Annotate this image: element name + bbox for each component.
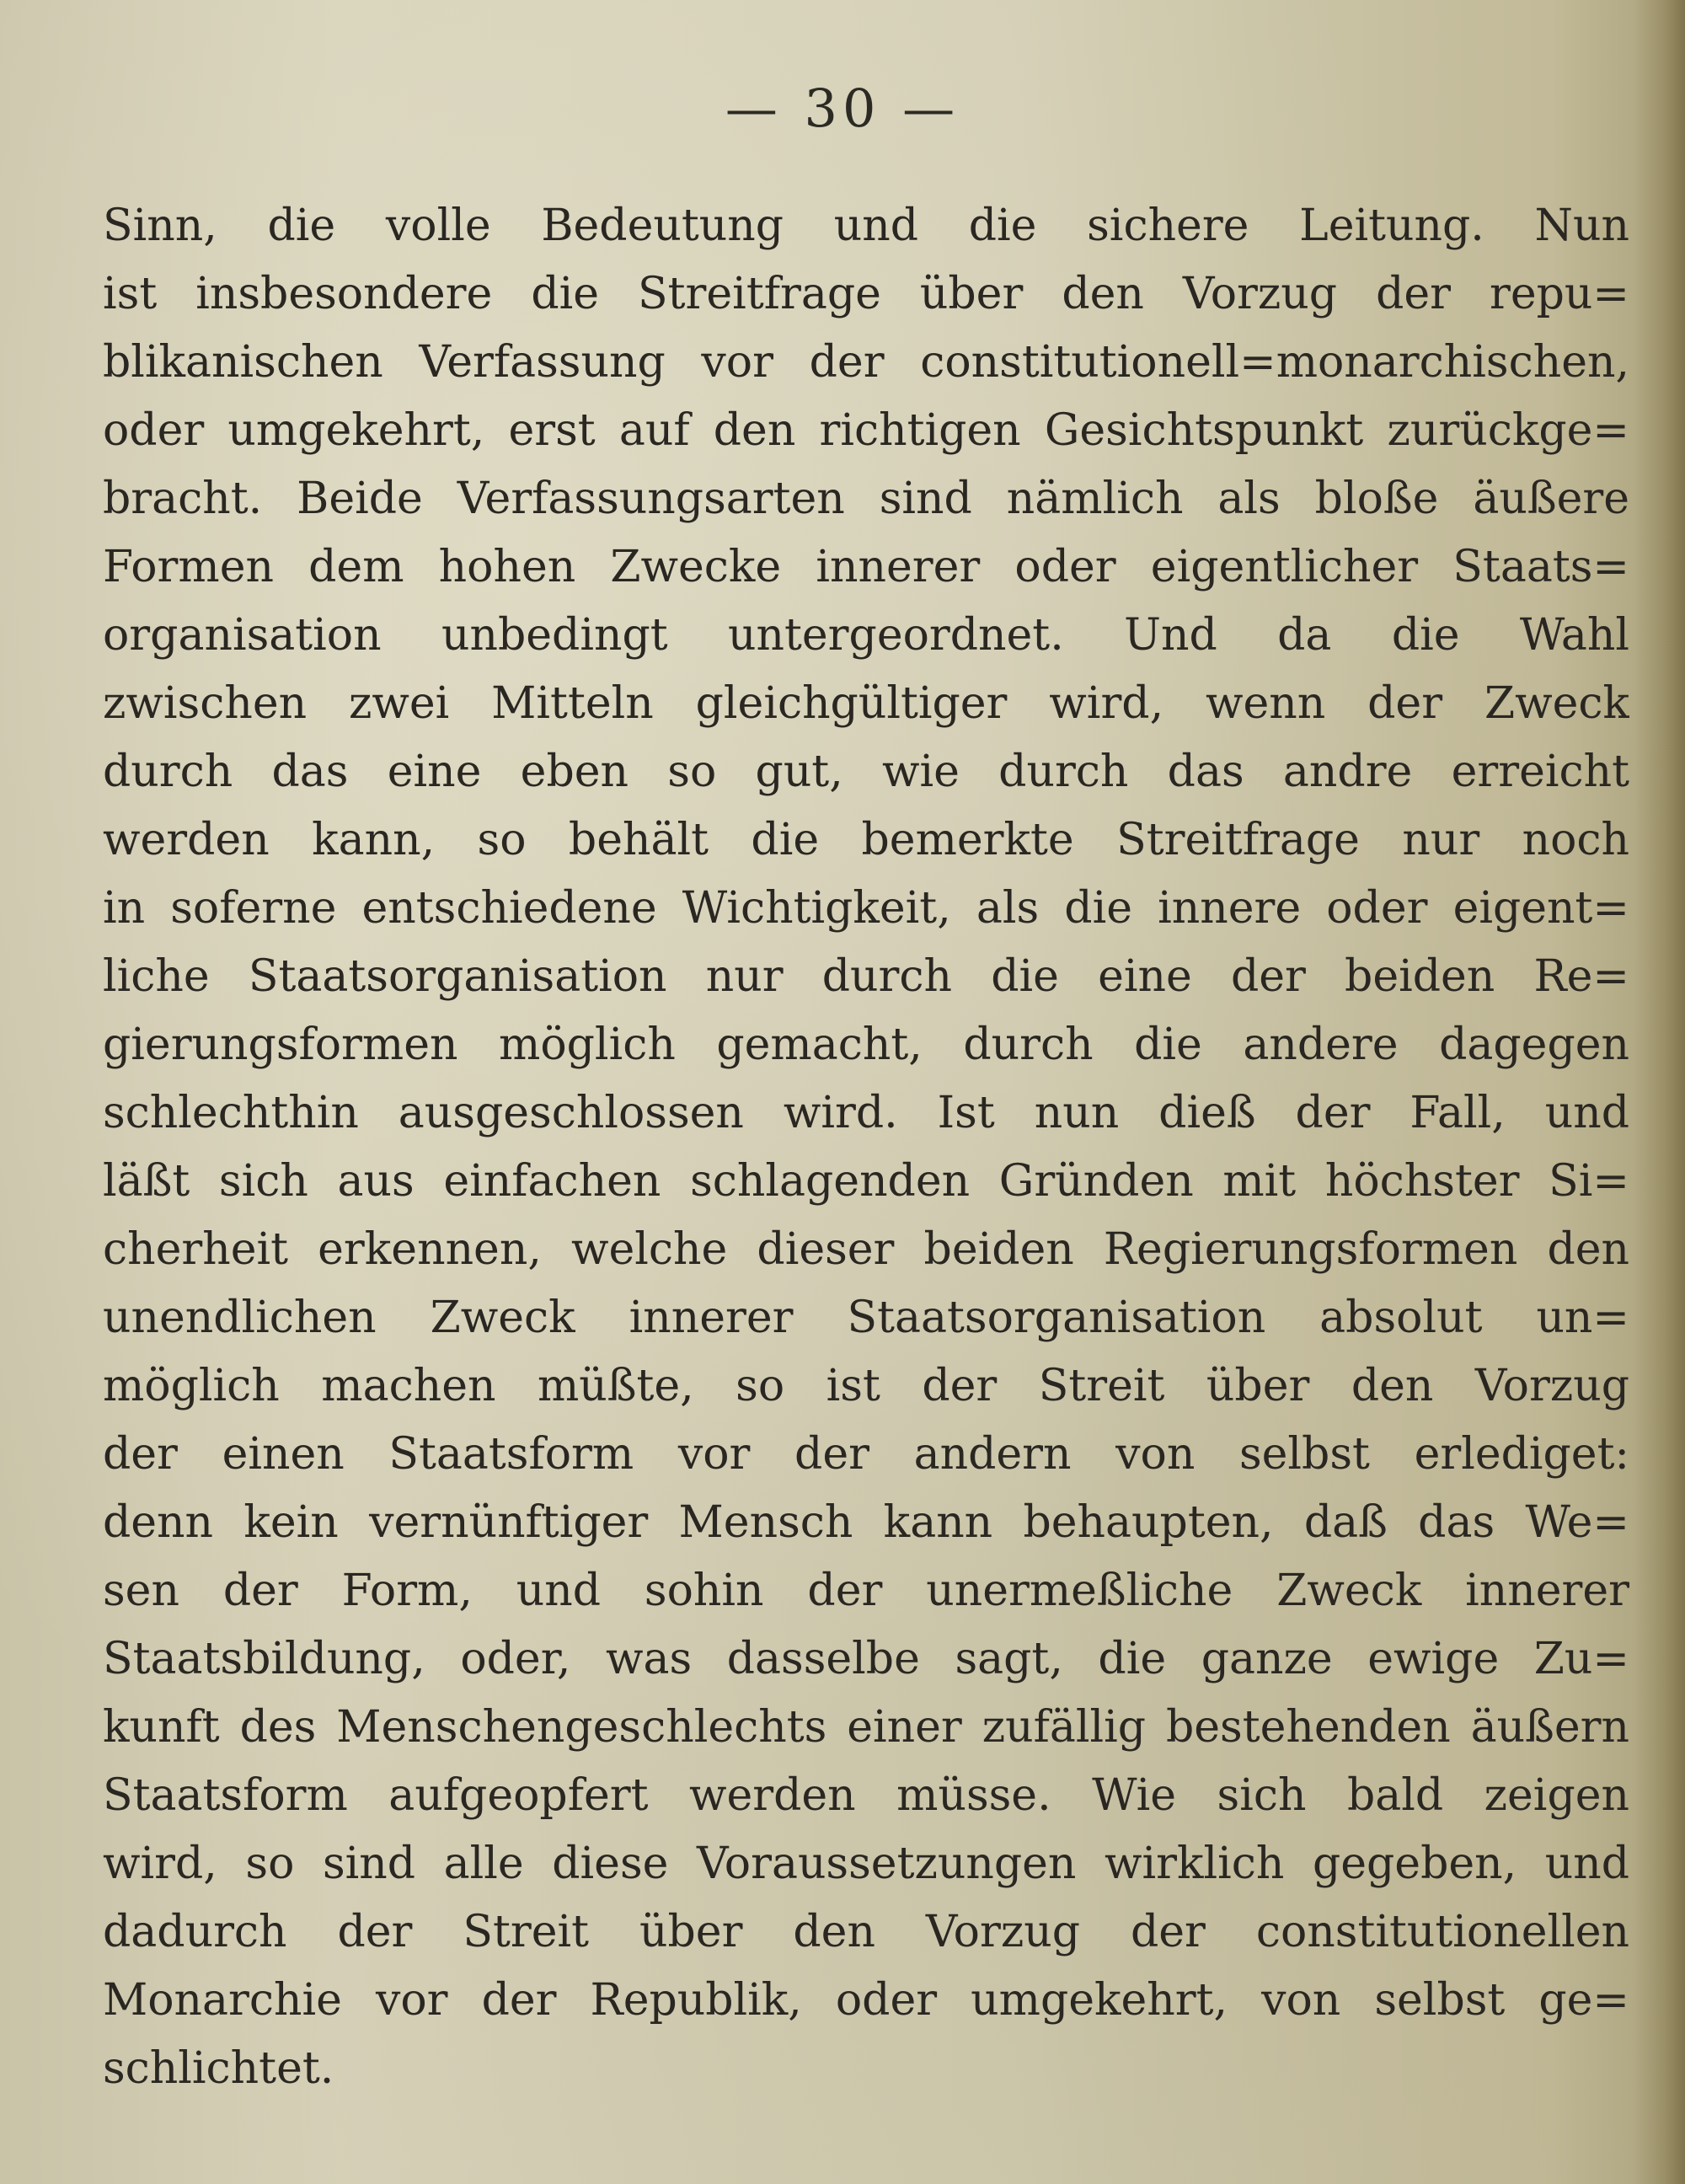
- text-line: Monarchie vor der Republik, oder umgekehrt, von selbst ge=: [103, 1975, 1629, 2026]
- page-number: — 30 —: [725, 78, 960, 139]
- text-line: Formen dem hohen Zwecke innerer oder eigentlicher Staats=: [103, 542, 1629, 592]
- text-line: dadurch der Streit über den Vorzug der constitutionellen: [103, 1907, 1629, 1957]
- text-line: blikanischen Verfassung vor der constitutionell=monarchischen,: [103, 337, 1629, 388]
- text-line: wird, so sind alle diese Voraussetzungen wirklich gegeben, und: [103, 1839, 1629, 1889]
- text-line: durch das eine eben so gut, wie durch das andre erreicht: [103, 747, 1629, 797]
- text-line: möglich machen müßte, so ist der Streit über den Vorzug: [103, 1361, 1629, 1411]
- text-line: denn kein vernünftiger Mensch kann behaupten, daß das We=: [103, 1497, 1629, 1548]
- text-line: Staatsform aufgeopfert werden müsse. Wie sich bald zeigen: [103, 1770, 1629, 1821]
- text-line: kunft des Menschengeschlechts einer zufällig bestehenden äußern: [103, 1702, 1629, 1753]
- text-line: läßt sich aus einfachen schlagenden Gründen mit höchster Si=: [103, 1156, 1629, 1207]
- text-line: liche Staatsorganisation nur durch die eine der beiden Re=: [103, 951, 1629, 1002]
- page-edge-shadow: [1634, 0, 1685, 2184]
- text-line: in soferne entschiedene Wichtigkeit, als die innere oder eigent=: [103, 883, 1629, 934]
- text-line: ist insbesondere die Streitfrage über den Vorzug der repu=: [103, 269, 1629, 319]
- text-line: schlichtet.: [103, 2043, 334, 2094]
- text-line: unendlichen Zweck innerer Staatsorganisation absolut un=: [103, 1293, 1629, 1343]
- text-line: bracht. Beide Verfassungsarten sind nämlich als bloße äußere: [103, 474, 1629, 524]
- text-line: gierungsformen möglich gemacht, durch die andere dagegen: [103, 1020, 1629, 1070]
- text-line: sen der Form, und sohin der unermeßliche Zweck innerer: [103, 1566, 1629, 1616]
- text-line: Staatsbildung, oder, was dasselbe sagt, die ganze ewige Zu=: [103, 1634, 1629, 1684]
- text-line: werden kann, so behält die bemerkte Streitfrage nur noch: [103, 815, 1629, 865]
- text-line: zwischen zwei Mitteln gleichgültiger wird, wenn der Zweck: [103, 678, 1629, 729]
- text-line: oder umgekehrt, erst auf den richtigen Gesichtspunkt zurückge=: [103, 405, 1629, 456]
- text-line: cherheit erkennen, welche dieser beiden Regierungsformen den: [103, 1224, 1629, 1275]
- text-line: organisation unbedingt untergeordnet. Und da die Wahl: [103, 610, 1629, 661]
- body-text: [103, 192, 1629, 2103]
- text-line: der einen Staatsform vor der andern von selbst erlediget:: [103, 1429, 1629, 1480]
- text-line: Sinn, die volle Bedeutung und die sichere Leitung. Nun: [103, 201, 1629, 251]
- text-line: schlechthin ausgeschlossen wird. Ist nun dieß der Fall, und: [103, 1088, 1629, 1138]
